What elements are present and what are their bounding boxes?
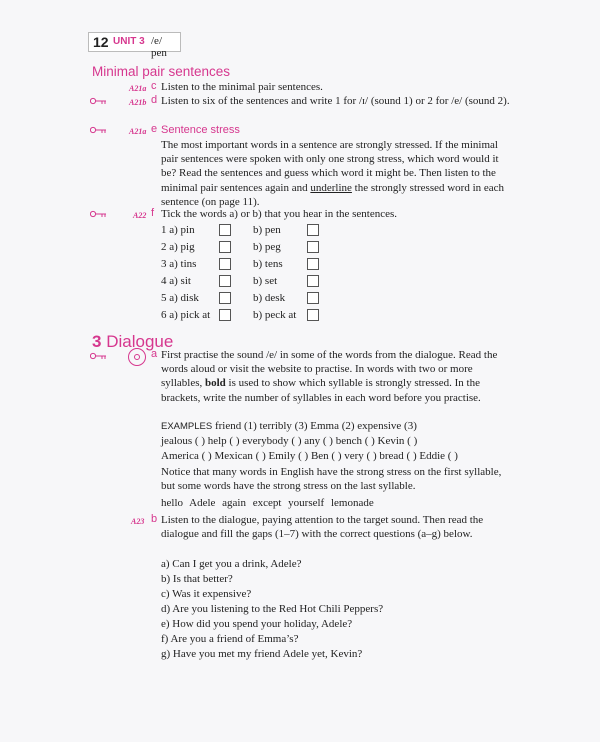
tick-row: 5 a) disk: [161, 292, 199, 304]
tick-box[interactable]: [219, 224, 231, 236]
question-option: a) Can I get you a drink, Adele?: [161, 558, 302, 570]
exercise-f-text: Tick the words a) or b) that you hear in the sentences.: [161, 208, 398, 220]
tick-box[interactable]: [307, 258, 319, 270]
exercise-letter: f: [151, 207, 155, 219]
dialogue-b-text: Listen to the dialogue, paying attention to the target sound. Then read the dialogue and fill the gaps (1–7) with the correct questions (a–g) below.: [161, 514, 484, 541]
tick-row: 6 a) pick at: [161, 309, 211, 321]
notice-text: Notice that many words in English have the strong stress on the first syllable, but some words have the strong stress on the last syllable.: [161, 466, 502, 493]
audio-track-badge: A21a: [129, 84, 147, 93]
exercise-e-text: The most important words in a sentence are strongly stressed. If the minimal pair sentences were spoken with only one strong stress, which word would it be? Read the sentences and guess which word it might be. Then listen to the minimal pair sentences again and underline the strongly stressed word in each sentence (on page 11).: [161, 139, 505, 208]
dialogue-a-text: First practise the sound /e/ in some of the words from the dialogue. Read the words aloud or visit the website to practise. In words with two or more syllables, bold is used to show which syllable is strongly stressed. In the brackets, write the number of syllables in each word before you practise.: [161, 349, 498, 404]
subtitle-sentence-stress: Sentence stress: [161, 124, 240, 136]
key-icon: [90, 97, 107, 105]
tick-row: 3 a) tins: [161, 258, 197, 270]
exercise-d-text: Listen to six of the sentences and write 1 for /ɪ/ (sound 1) or 2 for /e/ (sound 2).: [161, 95, 510, 107]
tick-box[interactable]: [219, 241, 231, 253]
exercise-c-text: Listen to the minimal pair sentences.: [161, 81, 323, 93]
key-icon: [90, 210, 107, 218]
tick-row: 1 a) pin: [161, 224, 195, 236]
question-option: f) Are you a friend of Emma’s?: [161, 633, 299, 645]
question-option: b) Is that better?: [161, 573, 233, 585]
exercise-letter: b: [151, 513, 158, 525]
exercise-letter: a: [151, 348, 158, 360]
tick-box[interactable]: [307, 292, 319, 304]
tick-box[interactable]: [219, 292, 231, 304]
tick-box[interactable]: [219, 309, 231, 321]
tick-row: b) peg: [253, 241, 281, 253]
tick-box[interactable]: [307, 309, 319, 321]
question-option: e) How did you spend your holiday, Adele?: [161, 618, 353, 630]
tick-box[interactable]: [307, 241, 319, 253]
practice-words-line: jealous ( ) help ( ) everybody ( ) any ( ) bench ( ) Kevin ( ): [161, 435, 418, 447]
question-option: c) Was it expensive?: [161, 588, 252, 600]
question-option: d) Are you listening to the Red Hot Chili Peppers?: [161, 603, 384, 615]
tick-row: b) peck at: [253, 309, 297, 321]
tick-box[interactable]: [219, 258, 231, 270]
tick-box[interactable]: [219, 275, 231, 287]
tick-row: 4 a) sit: [161, 275, 191, 287]
exercise-letter: d: [151, 94, 158, 106]
examples-line: EXAMPLES friend (1) terribly (3) Emma (2) expensive (3): [161, 420, 417, 432]
unit-topic: /e/ pen: [151, 35, 167, 59]
question-option: g) Have you met my friend Adele yet, Kevin?: [161, 648, 363, 660]
tick-row: b) pen: [253, 224, 281, 236]
tick-row: b) set: [253, 275, 278, 287]
tick-row: b) tens: [253, 258, 283, 270]
cd-icon: [128, 348, 146, 366]
key-icon: [90, 352, 107, 360]
audio-track-badge: A21b: [129, 98, 147, 107]
exercise-letter: e: [151, 123, 158, 135]
audio-track-badge: A22: [133, 211, 147, 220]
section-title-dialogue: 3 Dialogue: [92, 332, 174, 351]
section-title-minimal-pairs: Minimal pair sentences: [92, 64, 231, 79]
practice-words-line: America ( ) Mexican ( ) Emily ( ) Ben ( ) very ( ) bread ( ) Eddie ( ): [161, 450, 458, 462]
exercise-letter: c: [151, 80, 157, 92]
tick-box[interactable]: [307, 275, 319, 287]
tick-box[interactable]: [307, 224, 319, 236]
audio-track-badge: A21a: [129, 127, 147, 136]
key-icon: [90, 126, 107, 134]
page-number: 12: [93, 34, 109, 50]
tick-row: b) desk: [253, 292, 286, 304]
tick-row: 2 a) pig: [161, 241, 195, 253]
page-header: [88, 32, 181, 59]
last-stress-words: hello Adele again except yourself lemonade: [161, 497, 374, 509]
audio-track-badge: A23: [131, 517, 145, 526]
unit-label: UNIT 3: [113, 36, 145, 47]
